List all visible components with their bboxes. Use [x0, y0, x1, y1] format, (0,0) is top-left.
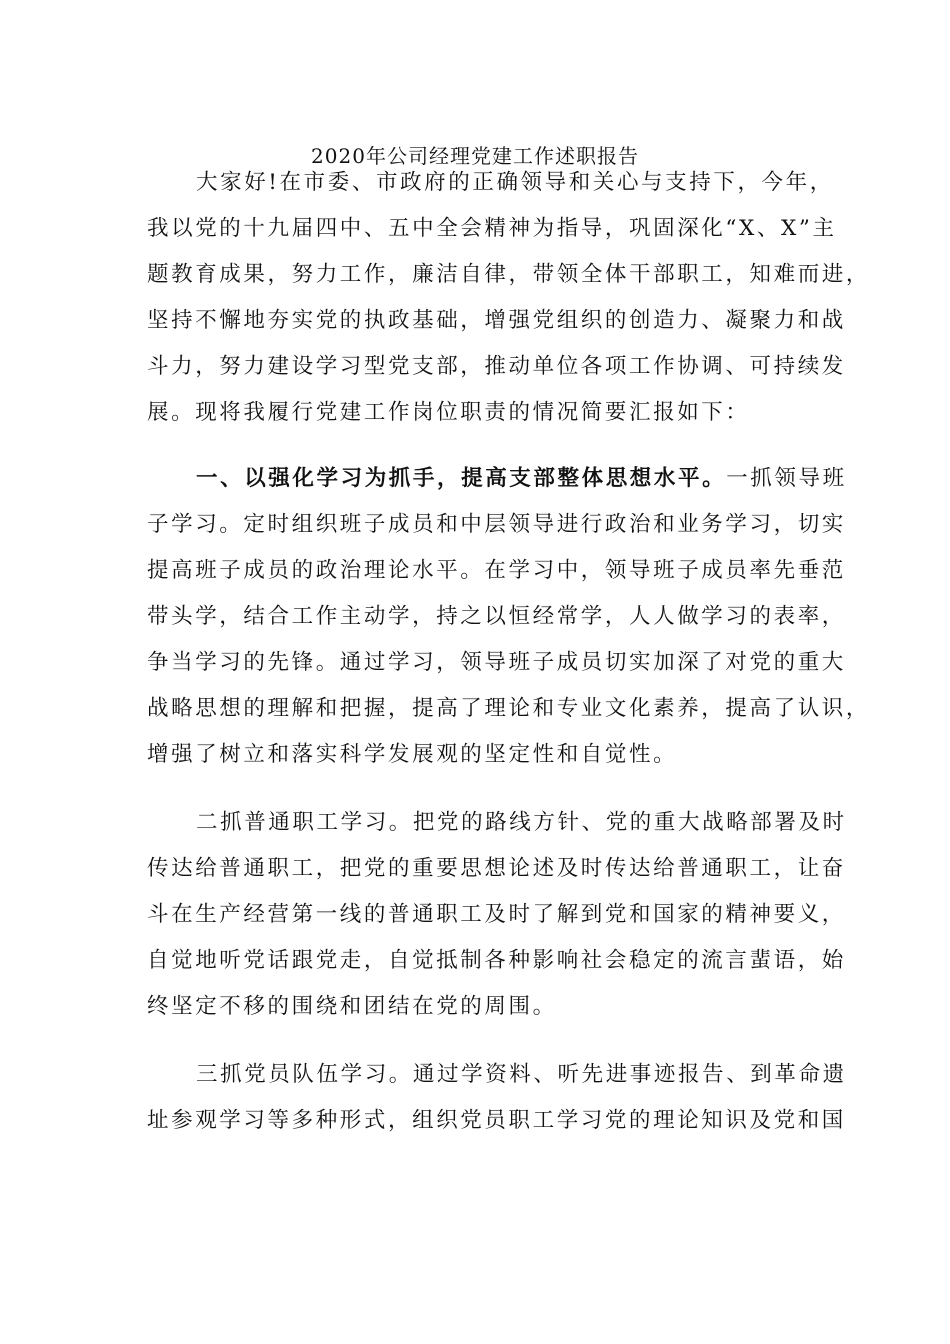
paragraph-line: 址参观学习等多种形式，组织党员职工学习党的理论知识及党和国 — [147, 1108, 846, 1133]
paragraph-line: 带头学，结合工作主动学，持之以恒经常学，人人做学习的表率， — [147, 604, 846, 629]
paragraph-line: 自觉地听党话跟党走，自觉抵制各种影响社会稳定的流言蜚语，始 — [147, 948, 846, 973]
paragraph-line: 战略思想的理解和把握，提高了理论和专业文化素养，提高了认识， — [147, 696, 871, 721]
section-heading: 一、以强化学习为抓手，提高支部整体思想水平。 — [196, 466, 727, 491]
paragraph-line: 题教育成果，努力工作，廉洁自律，带领全体干部职工，知难而进， — [147, 262, 871, 287]
section-heading-line — [196, 464, 847, 494]
paragraph-line: 二抓普通职工学习。把党的路线方针、党的重大战略部署及时 — [196, 810, 847, 835]
paragraph-line: 斗在生产经营第一线的普通职工及时了解到党和国家的精神要义， — [147, 902, 846, 927]
paragraph-line: 争当学习的先锋。通过学习，领导班子成员切实加深了对党的重大 — [147, 650, 846, 675]
paragraph-line: 传达给普通职工，把党的重要思想论述及时传达给普通职工，让奋 — [147, 856, 846, 881]
paragraph-line: 增强了树立和落实科学发展观的坚定性和自觉性。 — [147, 742, 678, 767]
paragraph-line: 我以党的十九届四中、五中全会精神为指导，巩固深化“X、X”主 — [147, 216, 837, 241]
paragraph-line: 展。现将我履行党建工作岗位职责的情况简要汇报如下： — [147, 400, 750, 425]
paragraph-line: 终坚定不移的围绕和团结在党的周围。 — [147, 994, 557, 1019]
paragraph-line: 坚持不懈地夯实党的执政基础，增强党组织的创造力、凝聚力和战 — [147, 308, 846, 333]
paragraph-text: 一抓领导班 — [726, 466, 847, 491]
document-title: 2020年公司经理党建工作述职报告 — [311, 144, 639, 168]
paragraph-line: 大家好!在市委、市政府的正确领导和关心与支持下，今年， — [196, 170, 834, 195]
paragraph-line: 子学习。定时组织班子成员和中层领导进行政治和业务学习，切实 — [147, 512, 846, 537]
paragraph-line: 斗力，努力建设学习型党支部，推动单位各项工作协调、可持续发 — [147, 354, 846, 379]
paragraph-line: 提高班子成员的政治理论水平。在学习中，领导班子成员率先垂范 — [147, 558, 846, 583]
paragraph-line: 三抓党员队伍学习。通过学资料、听先进事迹报告、到革命遗 — [196, 1062, 847, 1087]
